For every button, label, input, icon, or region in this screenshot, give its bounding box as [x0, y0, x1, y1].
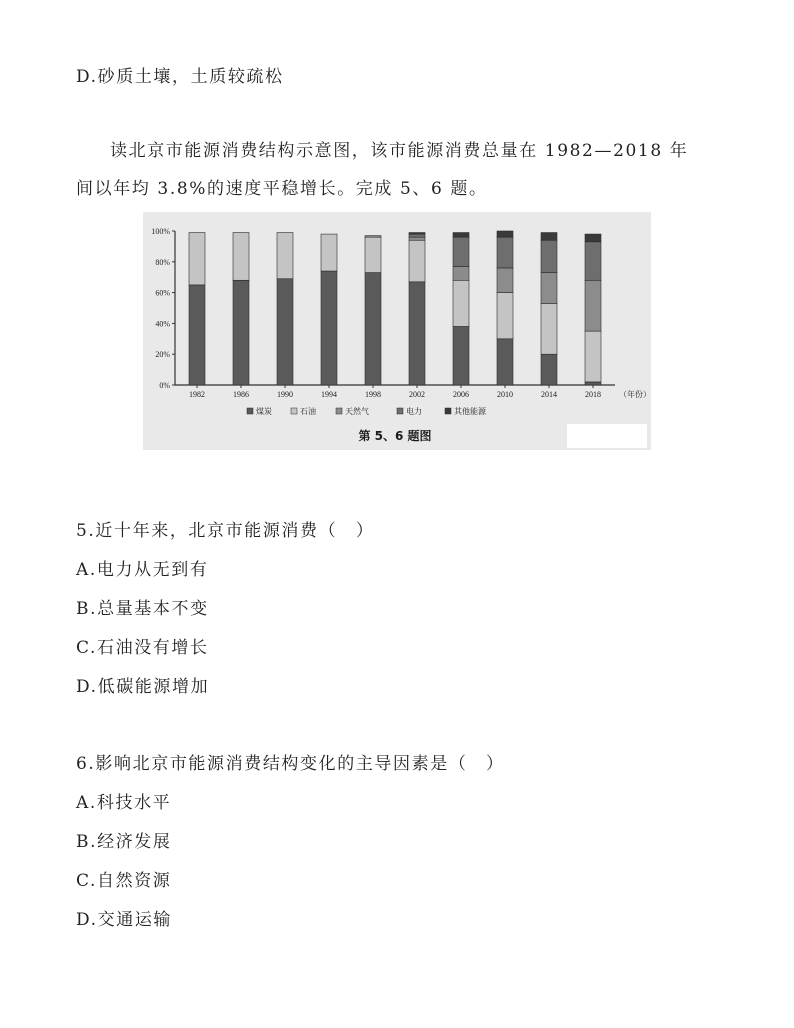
bar-segment — [189, 285, 205, 385]
x-tick-label: 1998 — [365, 390, 381, 399]
bar-segment — [453, 326, 469, 385]
y-tick-label: 100% — [151, 227, 170, 236]
bar-segment — [497, 293, 513, 339]
bar-segment — [497, 231, 513, 237]
x-tick-label: 1986 — [233, 390, 249, 399]
x-tick-label: 2010 — [497, 390, 513, 399]
x-tick-label: 1990 — [277, 390, 293, 399]
q6-stem: 6.影响北京市能源消费结构变化的主导因素是（ ） — [76, 754, 505, 774]
bar-segment — [233, 280, 249, 385]
x-tick-label: 1994 — [321, 390, 337, 399]
bar-segment — [541, 354, 557, 385]
bar-segment — [585, 234, 601, 242]
y-tick-label: 60% — [155, 288, 170, 298]
bar-segment — [585, 280, 601, 331]
blank-patch — [567, 424, 647, 448]
bar-segment — [365, 237, 381, 272]
bar-segment — [541, 233, 557, 241]
bar-segment — [541, 240, 557, 272]
bar-segment — [321, 271, 337, 385]
x-tick-label: 2014 — [541, 390, 557, 399]
bar-segment — [541, 273, 557, 304]
y-tick-label: 0% — [159, 381, 170, 390]
bar-segment — [365, 273, 381, 385]
bar-segment — [365, 236, 381, 238]
y-tick-label: 40% — [155, 319, 170, 329]
bar-segment — [453, 280, 469, 326]
legend-swatch — [445, 408, 451, 414]
legend-swatch — [336, 408, 342, 414]
bar-segment — [585, 331, 601, 382]
legend-swatch — [397, 408, 403, 414]
x-axis-label: （年份） — [619, 390, 651, 399]
legend-label: 石油 — [300, 407, 316, 416]
previous-option-d: D.砂质土壤，土质较疏松 — [76, 67, 284, 87]
chart-title: 第 5、6 题图 — [358, 429, 432, 443]
bar-segment — [497, 237, 513, 268]
legend-swatch — [247, 408, 253, 414]
bar-segment — [497, 268, 513, 293]
legend-label: 电力 — [406, 407, 422, 416]
q5-option-a[interactable]: A.电力从无到有 — [76, 560, 209, 580]
stacked-bar-chart — [143, 212, 651, 450]
intro-line-2: 间以年均 3.8%的速度平稳增长。完成 5、6 题。 — [76, 179, 488, 199]
x-tick-label: 2006 — [453, 390, 469, 399]
x-tick-label: 1982 — [189, 390, 205, 399]
bar-segment — [453, 266, 469, 280]
bar-segment — [409, 240, 425, 282]
legend-label: 煤炭 — [256, 407, 272, 416]
x-tick-label: 2002 — [409, 390, 425, 399]
bar-segment — [409, 237, 425, 240]
legend-label: 天然气 — [345, 407, 369, 416]
bar-segment — [409, 234, 425, 237]
intro-line-1: 读北京市能源消费结构示意图，该市能源消费总量在 1982—2018 年 — [110, 141, 689, 161]
q6-option-a[interactable]: A.科技水平 — [76, 793, 172, 813]
y-tick-label: 80% — [155, 257, 170, 267]
energy-structure-figure — [143, 212, 651, 450]
bar-segment — [409, 282, 425, 385]
legend-swatch — [291, 408, 297, 414]
legend-label: 其他能源 — [454, 407, 486, 416]
x-tick-label: 2018 — [585, 390, 601, 399]
q5-option-b[interactable]: B.总量基本不变 — [76, 599, 209, 619]
bar-segment — [189, 233, 205, 285]
bar-segment — [585, 242, 601, 281]
bar-segment — [585, 382, 601, 385]
bar-segment — [497, 339, 513, 385]
bar-segment — [233, 233, 249, 281]
bar-segment — [453, 237, 469, 266]
y-tick-label: 20% — [155, 350, 170, 360]
q6-option-d[interactable]: D.交通运输 — [76, 910, 173, 930]
q5-option-d[interactable]: D.低碳能源增加 — [76, 677, 210, 697]
q6-option-c[interactable]: C.自然资源 — [76, 871, 172, 891]
bar-segment — [277, 279, 293, 385]
q6-option-b[interactable]: B.经济发展 — [76, 832, 172, 852]
q5-option-c[interactable]: C.石油没有增长 — [76, 638, 209, 658]
bar-segment — [541, 303, 557, 354]
bar-segment — [453, 233, 469, 238]
bar-segment — [321, 234, 337, 271]
bar-segment — [409, 233, 425, 235]
reading-intro — [76, 132, 726, 208]
bar-segment — [277, 233, 293, 279]
q5-stem: 5.近十年来，北京市能源消费（ ） — [76, 521, 375, 541]
